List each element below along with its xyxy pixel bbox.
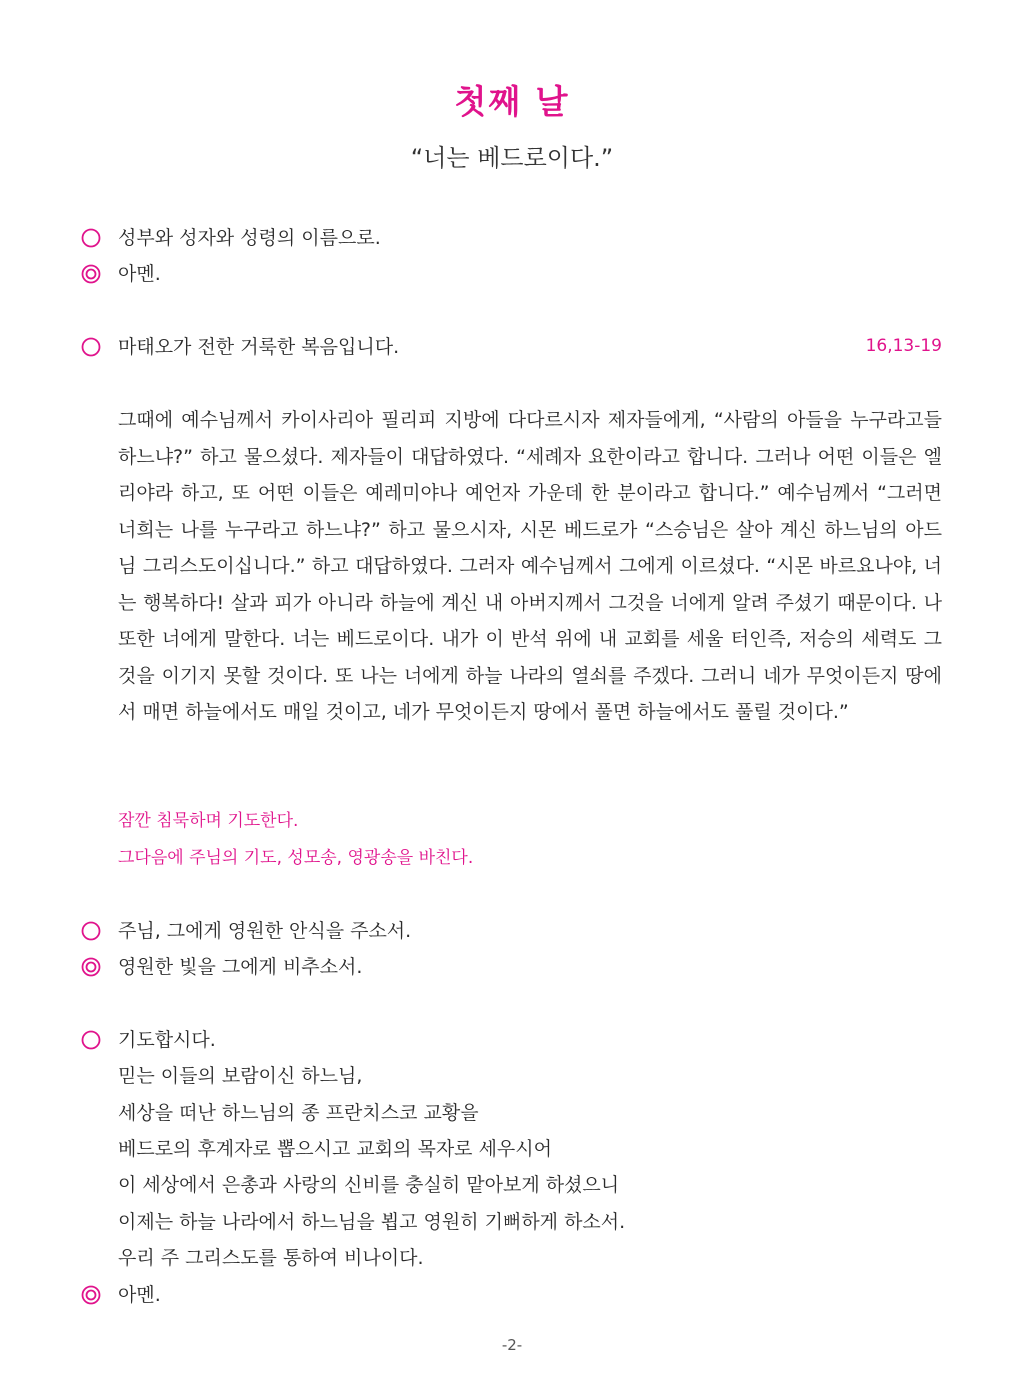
gospel-intro: 마태오가 전한 거룩한 복음입니다.	[118, 336, 400, 358]
rubric-silence: 잠깐 침묵하며 기도한다.	[118, 811, 299, 831]
single-circle-icon	[80, 920, 102, 942]
opening-leader-line: 성부와 성자와 성령의 이름으로.	[118, 227, 381, 249]
prayer-line: 이 세상에서 은총과 사랑의 신비를 충실히 맡아보게 하셨으니	[118, 1174, 620, 1196]
prayer-line: 이제는 하늘 나라에서 하느님을 뵙고 영원히 기뻐하게 하소서.	[118, 1211, 626, 1233]
prayer-line: 세상을 떠난 하느님의 종 프란치스코 교황을	[118, 1102, 479, 1124]
double-circle-icon	[80, 956, 102, 978]
page-title: 첫째 날	[454, 82, 570, 121]
prayer-intro: 기도합시다.	[118, 1029, 216, 1051]
double-circle-icon	[80, 263, 102, 285]
rest-leader-line: 주님, 그에게 영원한 안식을 주소서.	[118, 920, 412, 942]
opening-response-line: 아멘.	[118, 263, 161, 285]
prayer-line: 우리 주 그리스도를 통하여 비나이다.	[118, 1247, 424, 1269]
single-circle-icon	[80, 1029, 102, 1051]
single-circle-icon	[80, 336, 102, 358]
single-circle-icon	[80, 227, 102, 249]
double-circle-icon	[80, 1284, 102, 1306]
gospel-reference: 16,13-19	[865, 336, 942, 356]
prayer-line: 베드로의 후계자로 뽑으시고 교회의 목자로 세우시어	[118, 1138, 552, 1160]
rest-response-line: 영원한 빛을 그에게 비추소서.	[118, 956, 363, 978]
prayer-amen: 아멘.	[118, 1284, 161, 1306]
rubric-prayers: 그다음에 주님의 기도, 성모송, 영광송을 바친다.	[118, 848, 474, 868]
page-subtitle: “너는 베드로이다.”	[410, 144, 614, 172]
prayer-line: 믿는 이들의 보람이신 하느님,	[118, 1065, 363, 1087]
page-number: -2-	[501, 1336, 523, 1354]
gospel-text: 그때에 예수님께서 카이사리아 필리피 지방에 다다르시자 제자들에게, “사람의 아들을 누구라고들 하느냐?” 하고 물으셨다. 제자들이 대답하였다. “세례자 요한이라고 합니다. 그러나 어떤 이들은 엘리야라 하고, 또 어떤 이들은 예레미야나 예언자 가운데 한 분이라고 합니다.” 예수님께서 “그러면 너희는 나를 누구라고 하느냐?” 하고 물으시자, 시몬 베드로가 “스승님은 살아 계신 하느님의 아드님 그리스도이십니다.” 하고 대답하였다. 그러자 예수님께서 그에게 이르셨다. “시몬 바르요나야, 너는 행복하다! 살과 피가 아니라 하늘에 계신 내 아버지께서 그것을 너에게 알려 주셨기 때문이다. 나 또한 너에게 말한다. 너는 베드로이다. 내가 이 반석 위에 내 교회를 세울 터인즉, 저승의 세력도 그것을 이기지 못할 것이다. 또 나는 너에게 하늘 나라의 열쇠를 주겠다. 그러니 네가 무엇이든지 땅에서 매면 하늘에서도 매일 것이고, 네가 무엇이든지 땅에서 풀면 하늘에서도 풀릴 것이다.”	[118, 409, 942, 723]
